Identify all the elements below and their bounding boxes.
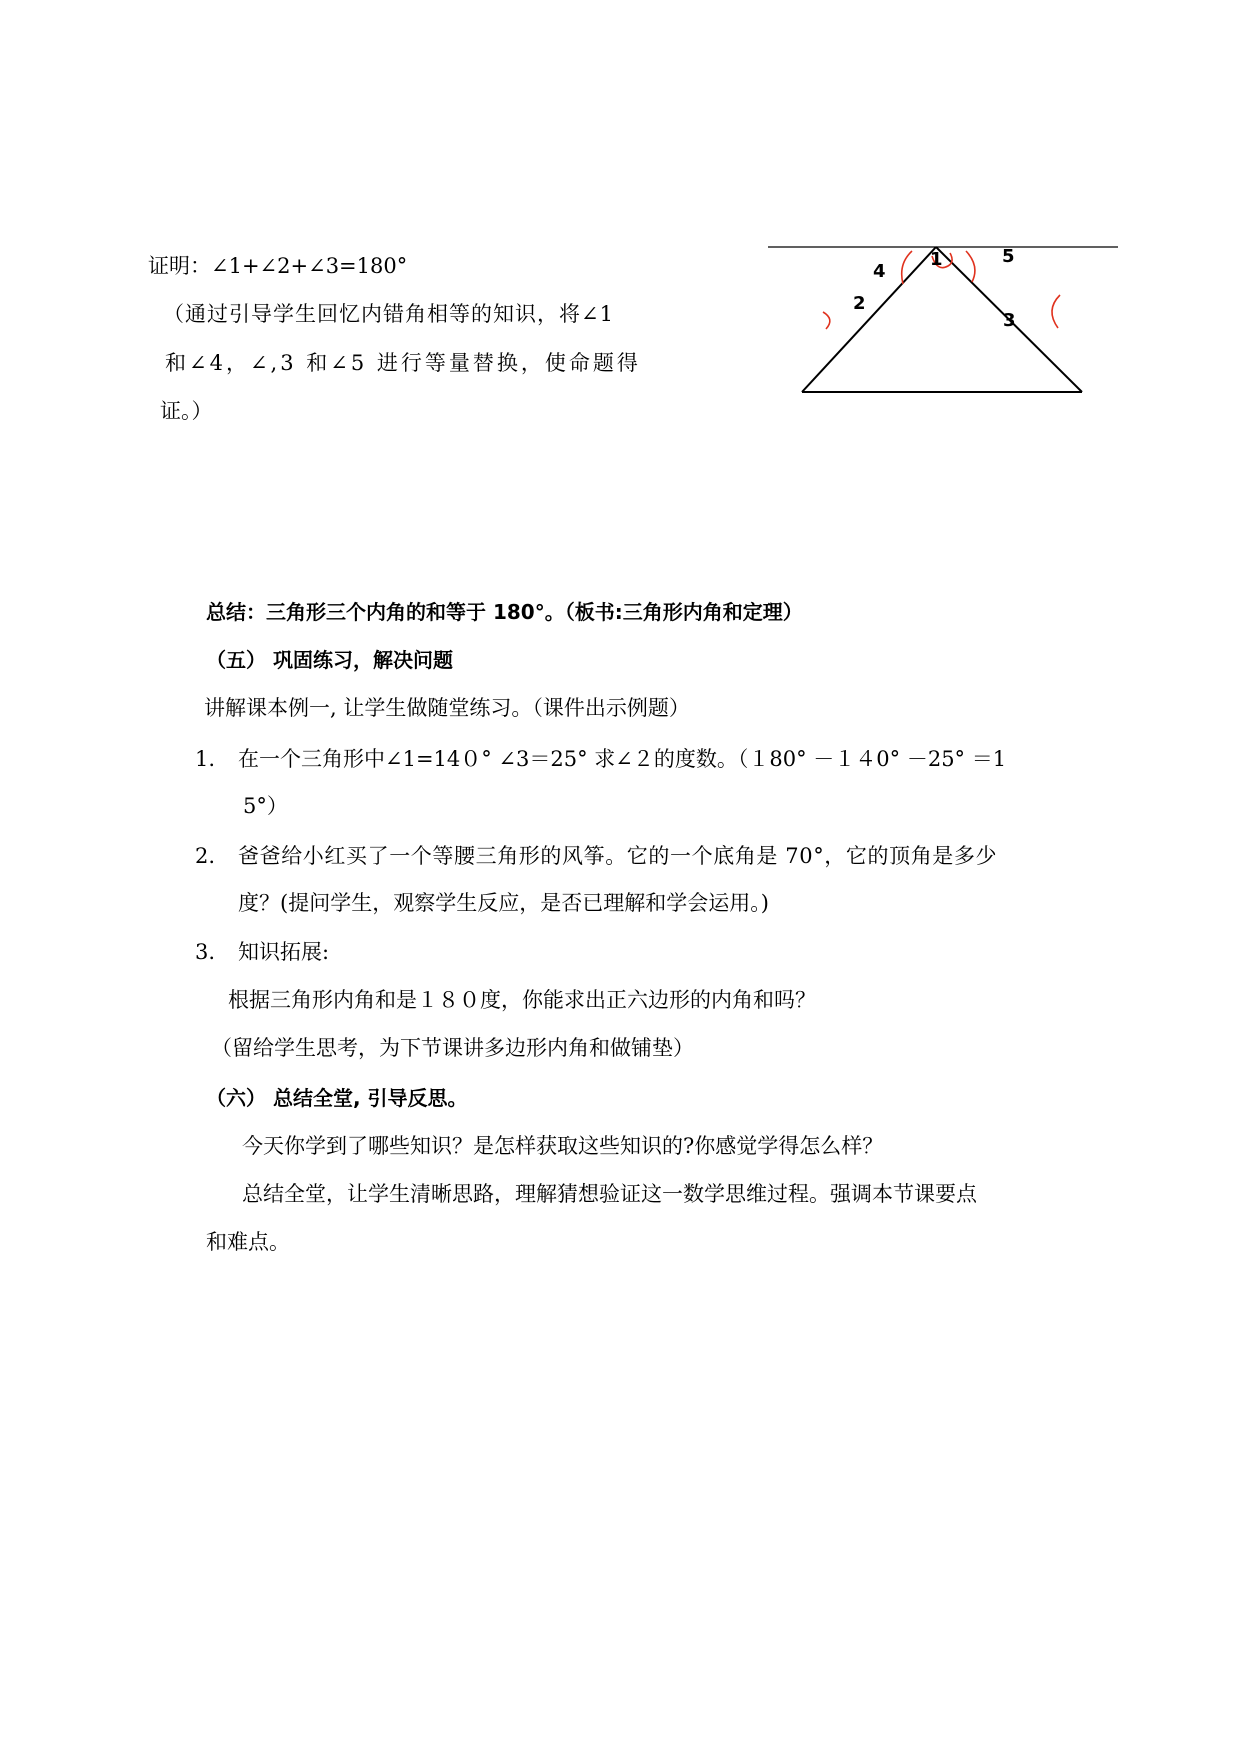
section-5-intro: 讲解课本例一, 让学生做随堂练习。（课件出示例题）	[204, 696, 690, 720]
section-5-heading: （五） 巩固练习，解决问题	[206, 648, 453, 672]
extension-note: （留给学生思考，为下节课讲多边形内角和做铺垫）	[211, 1036, 694, 1060]
angle-arc-3	[1052, 295, 1060, 328]
exercise-1-line-1: 在一个三角形中∠1=14０° ∠3＝25° 求∠２的度数。（１80° －１４0° －25° ＝1	[238, 747, 1007, 771]
angle-label-5: 5	[1002, 246, 1015, 267]
exercise-3-number: 3.	[195, 940, 216, 964]
proof-note-line-2: 和∠4，∠,3 和∠5 进行等量替换，使命题得	[165, 351, 641, 375]
exercise-2-line-2: 度？(提问学生，观察学生反应，是否已理解和学会运用。)	[238, 891, 769, 915]
proof-note-line-3: 证。）	[160, 399, 213, 423]
exercise-2-line-1: 爸爸给小红买了一个等腰三角形的风筝。它的一个底角是 70°，它的顶角是多少	[238, 844, 998, 868]
angle-label-1: 1	[930, 249, 943, 270]
proof-note-line-1: （通过引导学生回忆内错角相等的知识，将∠1	[163, 302, 614, 326]
exercise-3-line-1: 知识拓展:	[238, 940, 330, 964]
angle-arc-2	[823, 312, 830, 329]
angle-label-3: 3	[1003, 310, 1016, 331]
section-6-paragraph-1: 今天你学到了哪些知识？是怎样获取这些知识的?你感觉学得怎么样？	[242, 1134, 884, 1158]
section-6-paragraph-3: 和难点。	[206, 1230, 290, 1254]
summary-line: 总结：三角形三个内角的和等于 180°。（板书:三角形内角和定理）	[206, 600, 803, 624]
section-6-paragraph-2: 总结全堂，让学生清晰思路，理解猜想验证这一数学思维过程。强调本节课要点	[242, 1182, 977, 1206]
angle-label-2: 2	[853, 293, 866, 314]
exercise-1-number: 1.	[195, 747, 216, 771]
proof-statement: 证明：∠1+∠2+∠3=180°	[148, 254, 408, 278]
exercise-2-number: 2.	[195, 844, 216, 868]
section-6-heading: （六） 总结全堂, 引导反思。	[206, 1086, 468, 1110]
extension-question: 根据三角形内角和是１８０度，你能求出正六边形的内角和吗？	[228, 988, 816, 1012]
triangle-left-side	[802, 247, 936, 392]
exercise-1-line-2: 5°）	[243, 794, 288, 818]
angle-label-4: 4	[873, 261, 886, 282]
